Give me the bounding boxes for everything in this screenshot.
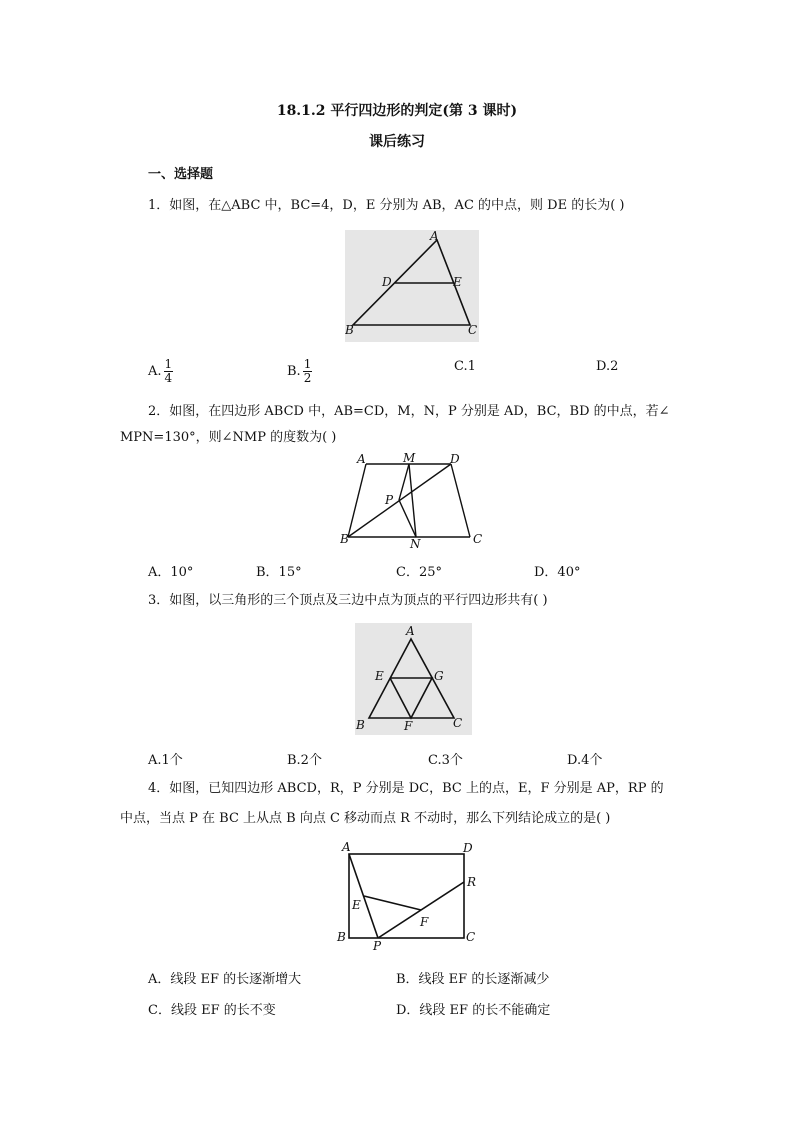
fig4-label-a: A [342, 840, 351, 854]
fig2-label-a: A [357, 452, 366, 466]
question-2-figure [340, 450, 486, 550]
option-a[interactable]: A.1个 [148, 753, 183, 768]
question-2-options [148, 561, 668, 581]
option-b[interactable]: B．15° [256, 565, 302, 580]
question-1-text: 1．如图，在△ABC 中，BC=4，D，E 分别为 AB，AC 的中点，则 DE 的长为( ) [148, 198, 625, 213]
fig2-label-c: C [473, 532, 483, 546]
option-c[interactable]: C．线段 EF 的长不变 [148, 1003, 276, 1018]
question-4-figure [336, 840, 486, 952]
question-3-options [148, 749, 668, 769]
fig4-label-p: P [373, 939, 382, 952]
fig3-label-g: G [434, 669, 444, 683]
option-c[interactable]: C.1 [454, 359, 476, 374]
fig4-label-d: D [463, 841, 473, 855]
fig2-label-b: B [340, 532, 349, 546]
question-1-options [148, 350, 668, 384]
option-a[interactable] [148, 358, 173, 385]
fig1-label-d: D [382, 275, 392, 289]
fig1-label-a: A [430, 230, 439, 243]
fig3-label-f: F [404, 719, 413, 733]
fig1-label-b: B [345, 323, 354, 337]
page-title: 18.1.2 平行四边形的判定(第 3 课时) [276, 103, 518, 119]
option-d[interactable]: D．线段 EF 的长不能确定 [396, 1003, 551, 1018]
question-4-text-line1: 4．如图，已知四边形 ABCD，R，P 分别是 DC，BC 上的点，E，F 分别是 AP，RP 的 [148, 781, 664, 796]
fig4-label-f: F [420, 915, 429, 929]
section-heading: 一、选择题 [148, 167, 214, 182]
question-2-text-line2: MPN=130°，则∠NMP 的度数为( ) [120, 430, 337, 445]
option-a[interactable]: A．10° [148, 565, 194, 580]
fig2-label-m: M [403, 451, 416, 465]
option-d[interactable]: D.4个 [567, 753, 603, 768]
fraction-one-half: $\frac{1}{2}$ [303, 357, 312, 385]
fig3-label-e: E [375, 669, 384, 683]
fig2-label-p: P [385, 493, 394, 507]
fig4-label-e: E [352, 898, 361, 912]
fig4-label-r: R [467, 875, 477, 889]
option-c[interactable]: C．25° [396, 565, 442, 580]
question-3-figure [355, 623, 472, 735]
fig1-label-e: E [453, 275, 462, 289]
option-d[interactable]: D.2 [596, 359, 619, 374]
question-4-options [148, 968, 668, 1028]
page-subtitle: 课后练习 [369, 134, 425, 150]
option-b[interactable]: B.2个 [287, 753, 322, 768]
fig1-label-c: C [468, 323, 478, 337]
fig4-label-c: C [466, 930, 476, 944]
fig3-label-b: B [356, 718, 365, 732]
fig2-label-d: D [450, 452, 460, 466]
fig4-label-b: B [337, 930, 346, 944]
fig2-label-n: N [410, 537, 421, 550]
option-b[interactable] [287, 358, 312, 385]
fig3-label-a: A [406, 624, 415, 638]
fraction-one-quarter: $\frac{1}{4}$ [164, 357, 173, 385]
option-b-prefix: B. [287, 364, 301, 379]
option-b[interactable]: B．线段 EF 的长逐渐减少 [396, 972, 550, 987]
question-1-figure [345, 230, 479, 342]
option-c[interactable]: C.3个 [428, 753, 463, 768]
option-d[interactable]: D．40° [534, 565, 581, 580]
question-4-text-line2: 中点，当点 P 在 BC 上从点 B 向点 C 移动而点 R 不动时，那么下列结论成立的是( ) [120, 811, 611, 826]
question-2-text-line1: 2．如图，在四边形 ABCD 中，AB=CD，M，N，P 分别是 AD，BC，BD 的中点，若∠ [148, 404, 670, 419]
option-a-prefix: A. [148, 364, 162, 379]
fig3-label-c: C [453, 716, 463, 730]
option-a[interactable]: A．线段 EF 的长逐渐增大 [148, 972, 302, 987]
question-3-text: 3．如图，以三角形的三个顶点及三边中点为顶点的平行四边形共有( ) [148, 593, 548, 608]
